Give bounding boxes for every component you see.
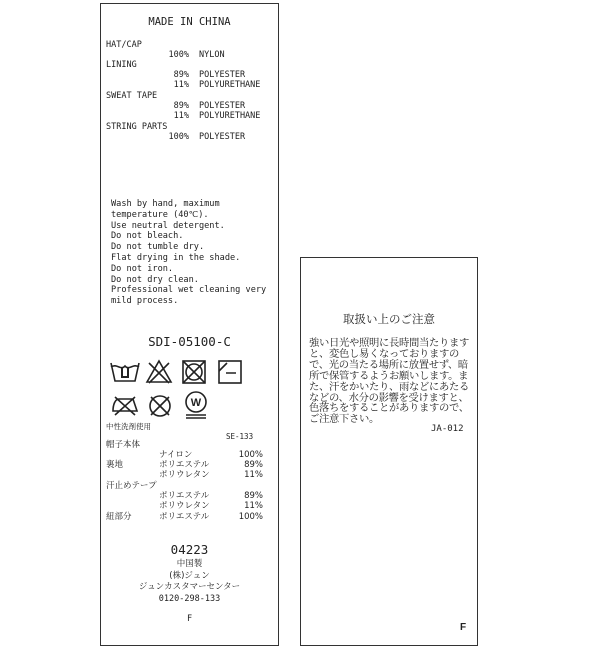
care-line: Do not bleach. — [111, 231, 184, 241]
material-name: POLYESTER — [199, 70, 246, 80]
care-line: Wash by hand, maximum — [111, 199, 220, 209]
part-label: SWEAT TAPE — [106, 91, 158, 101]
no-dry-clean-icon — [147, 393, 173, 419]
no-bleach-icon — [145, 359, 173, 385]
se-code: SE-133 — [226, 432, 254, 441]
no-tumble-dry-icon — [181, 359, 207, 385]
jp-material-pct: 11% — [244, 470, 263, 480]
jp-material-name: ポリエステル — [159, 460, 210, 470]
jp-material-name: ポリウレタン — [159, 470, 210, 480]
material-name: POLYESTER — [199, 101, 246, 111]
care-line: Flat drying in the shade. — [111, 253, 241, 263]
jp-material-name: ナイロン — [159, 450, 193, 460]
jp-material-pct: 11% — [244, 501, 263, 511]
size-label: F — [460, 622, 467, 633]
svg-text:W: W — [190, 397, 202, 409]
customer-center: ジュンカスタマーセンター — [138, 582, 241, 592]
product-number: 04223 — [170, 542, 209, 557]
jp-part-label: 汗止めテープ — [106, 481, 157, 491]
style-code: SDI-05100-C — [148, 334, 231, 349]
jp-part-label: 帽子本体 — [106, 440, 141, 450]
jp-material-name: ポリエステル — [159, 512, 210, 522]
hand-wash-icon — [109, 359, 141, 385]
care-line: Do not iron. — [111, 264, 174, 274]
company-name: (株)ジュン — [169, 571, 210, 581]
detergent-note: 中性洗剤使用 — [106, 422, 151, 431]
jp-material-pct: 100% — [238, 450, 263, 460]
care-line: Use neutral detergent. — [111, 221, 225, 231]
material-name: POLYURETHANE — [199, 111, 261, 121]
care-line: temperature (40℃). — [111, 210, 209, 220]
care-line: Do not tumble dry. — [111, 242, 205, 252]
front-care-label — [100, 3, 279, 646]
made-in-title: MADE IN CHINA — [148, 16, 231, 28]
jp-material-pct: 100% — [238, 512, 263, 522]
size-label: F — [186, 614, 193, 624]
jp-material-name: ポリエステル — [159, 491, 210, 501]
caution-title: 取扱い上のご注意 — [343, 312, 435, 326]
back-care-label — [300, 257, 478, 646]
flat-dry-shade-icon — [217, 359, 243, 385]
origin-jp: 中国製 — [176, 559, 203, 569]
phone-number: 0120-298-133 — [158, 594, 221, 604]
care-line: mild process. — [111, 296, 179, 306]
caution-text: 強い日光や照明に長時間当たりますと、変色し易くなっておりますので、光の当たる場所に放置せず、暗所で保管するようお願いします。また、汗をかいたり、雨などにあたるなどの、水分の影響を受けますと、色落ちをすることがありますので、ご注意下さい。 — [309, 337, 469, 426]
care-line: Do not dry clean. — [111, 275, 199, 285]
jp-material-pct: 89% — [244, 491, 263, 501]
material-pct: 89% — [173, 70, 189, 80]
material-name: NYLON — [199, 50, 225, 60]
part-label: LINING — [106, 60, 137, 70]
material-pct: 11% — [173, 111, 189, 121]
part-label: STRING PARTS — [106, 122, 168, 132]
material-pct: 100% — [168, 50, 189, 60]
jp-part-label: 裏地 — [106, 460, 124, 470]
wet-cleaning-icon — [183, 390, 209, 420]
material-pct: 100% — [168, 132, 189, 142]
care-line: Professional wet cleaning very — [111, 285, 267, 295]
no-iron-icon — [109, 393, 141, 417]
material-pct: 11% — [173, 80, 189, 90]
jp-material-pct: 89% — [244, 460, 263, 470]
caution-code: JA-012 — [431, 424, 464, 434]
material-name: POLYESTER — [199, 132, 246, 142]
jp-material-name: ポリウレタン — [159, 501, 210, 511]
material-name: POLYURETHANE — [199, 80, 261, 90]
jp-part-label: 紐部分 — [106, 512, 132, 522]
material-pct: 89% — [173, 101, 189, 111]
part-label: HAT/CAP — [106, 40, 142, 50]
